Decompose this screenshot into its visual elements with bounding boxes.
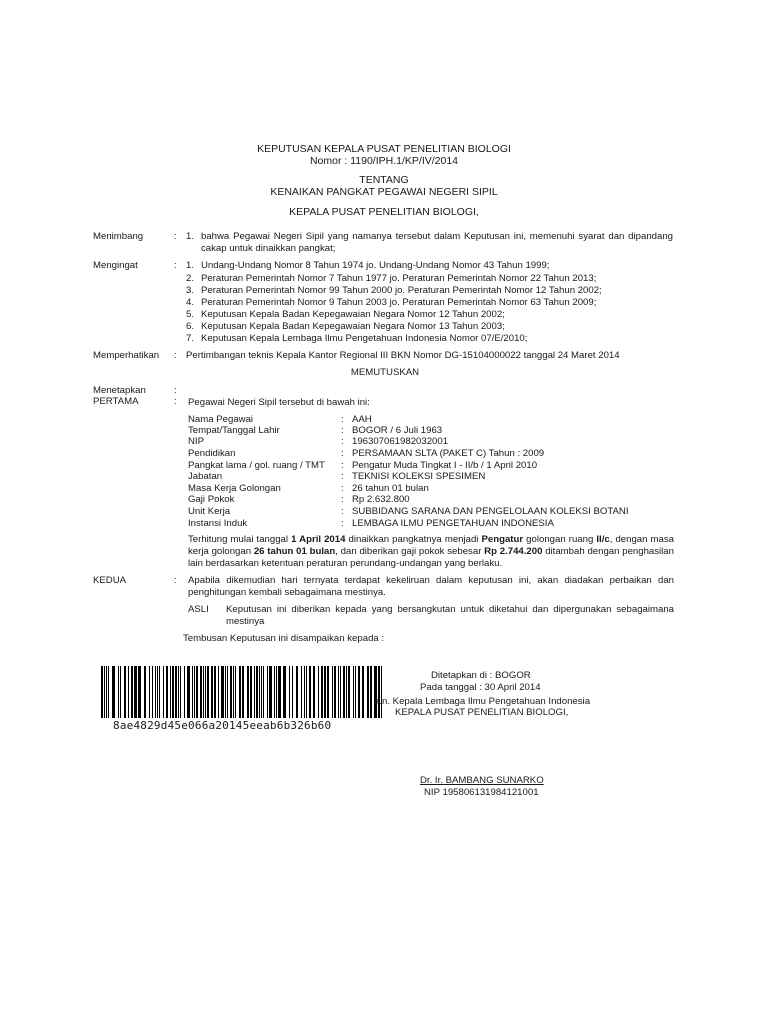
barcode-bar bbox=[327, 666, 329, 718]
barcode-bar bbox=[227, 666, 228, 718]
employee-field-colon: : bbox=[341, 448, 344, 459]
barcode-code: 8ae4829d45e066a20145eeab6b326b60 bbox=[113, 719, 332, 732]
barcode-bar bbox=[134, 666, 137, 718]
menimbang-colon: : bbox=[174, 231, 177, 242]
barcode-bar bbox=[138, 666, 141, 718]
barcode-bar bbox=[378, 666, 380, 718]
barcode-bar bbox=[263, 666, 264, 718]
mengingat-item-text: Peraturan Pemerintah Nomor 99 Tahun 2000 jo. Peraturan Pemerintah Nomor 12 Tahun 2002; bbox=[201, 285, 602, 296]
employee-field-value: Rp 2.632.800 bbox=[352, 494, 410, 505]
employee-field-colon: : bbox=[341, 414, 344, 425]
mengingat-item-text: Keputusan Kepala Lembaga Ilmu Pengetahuan Indonesia Nomor 07/E/2010; bbox=[201, 333, 528, 344]
barcode-bar bbox=[194, 666, 195, 718]
barcode-bar bbox=[106, 666, 107, 718]
barcode-bar bbox=[318, 666, 319, 718]
barcode-bar bbox=[131, 666, 133, 718]
decree-subject: KENAIKAN PANGKAT PEGAWAI NEGERI SIPIL bbox=[270, 186, 498, 198]
barcode-bar bbox=[313, 666, 315, 718]
barcode-bar bbox=[233, 666, 234, 718]
barcode-bar bbox=[358, 666, 360, 718]
decree-number: Nomor : 1190/IPH.1/KP/IV/2014 bbox=[309, 155, 459, 167]
pertama-label: PERTAMA bbox=[93, 396, 139, 407]
barcode-bar bbox=[370, 666, 372, 718]
memutuskan-heading: MEMUTUSKAN bbox=[350, 367, 420, 378]
promotion-text: ditambah dengan penghasilan lain berdasarkan ketentuan peraturan perundang-undangan yang berlaku. bbox=[188, 546, 674, 569]
employee-field-label: Gaji Pokok bbox=[188, 494, 235, 505]
barcode-bar bbox=[155, 666, 156, 718]
memperhatikan-colon: : bbox=[174, 350, 177, 361]
barcode-bar bbox=[269, 666, 272, 718]
employee-field-label: Jabatan bbox=[188, 471, 223, 482]
barcode-bar bbox=[149, 666, 150, 718]
barcode-bar bbox=[334, 666, 336, 718]
new-rank: Pengatur bbox=[481, 534, 524, 545]
employee-field-value: SUBBIDANG SARANA DAN PENGELOLAAN KOLEKSI BOTANI bbox=[352, 506, 629, 517]
barcode-bar bbox=[187, 666, 190, 718]
mengingat-item-text: Keputusan Kepala Badan Kepegawaian Negara Nomor 13 Tahun 2003; bbox=[201, 321, 505, 332]
barcode-bar bbox=[250, 666, 252, 718]
menetapkan-colon: : bbox=[174, 385, 177, 396]
on-behalf-of: a.n. Kepala Lembaga Ilmu Pengetahuan Indonesia bbox=[374, 696, 591, 707]
barcode-bar bbox=[348, 666, 350, 718]
issuing-authority: KEPALA PUSAT PENELITIAN BIOLOGI, bbox=[289, 206, 479, 218]
barcode-bar bbox=[159, 666, 160, 718]
employee-row bbox=[188, 436, 708, 448]
barcode-bar bbox=[214, 666, 216, 718]
employee-field-value: TEKNISI KOLEKSI SPESIMEN bbox=[352, 471, 486, 482]
barcode-bar bbox=[332, 666, 333, 718]
new-salary: Rp 2.744.200 bbox=[484, 546, 543, 557]
mengingat-item-number: 2. bbox=[186, 273, 195, 284]
asli-label: ASLI bbox=[188, 604, 209, 615]
barcode-bar bbox=[247, 666, 249, 718]
barcode-bar bbox=[203, 666, 204, 718]
barcode-bar bbox=[170, 666, 171, 718]
barcode-bar bbox=[353, 666, 354, 718]
barcode-bar bbox=[101, 666, 103, 718]
promotion-text: , dengan masa kerja golongan bbox=[188, 534, 674, 557]
barcode-bar bbox=[324, 666, 326, 718]
barcode-bar bbox=[301, 666, 302, 718]
barcode-bar bbox=[309, 666, 311, 718]
barcode-bar bbox=[157, 666, 158, 718]
menimbang-item-number: 1. bbox=[186, 231, 195, 242]
employee-field-colon: : bbox=[341, 506, 344, 517]
employee-field-value: BOGOR / 6 Juli 1963 bbox=[352, 425, 443, 436]
barcode-bar bbox=[261, 666, 262, 718]
employee-row bbox=[188, 506, 708, 518]
barcode-bar bbox=[355, 666, 356, 718]
employee-field-colon: : bbox=[341, 471, 344, 482]
signer-name: Dr. Ir. BAMBANG SUNARKO bbox=[420, 775, 544, 786]
memperhatikan-label: Memperhatikan bbox=[93, 350, 160, 361]
promotion-text: golongan ruang bbox=[523, 534, 597, 545]
service-period: 26 tahun 01 bulan bbox=[253, 546, 336, 557]
asli-text: Keputusan ini diberikan kepada yang bersangkutan untuk diketahui dan dipergunakan sebagaimana mestinya bbox=[226, 604, 674, 627]
decree-title: KEPUTUSAN KEPALA PUSAT PENELITIAN BIOLOGI bbox=[257, 143, 511, 155]
barcode-bar bbox=[225, 666, 226, 718]
barcode-bar bbox=[172, 666, 174, 718]
employee-field-value: 196307061982032001 bbox=[352, 436, 449, 447]
mengingat-item-number: 4. bbox=[186, 297, 195, 308]
kedua-text: Apabila dikemudian hari ternyata terdapat kekeliruan dalam keputusan ini, akan diadakan perbaikan dan penghitungan kembali sebagaimana mestinya. bbox=[188, 575, 674, 598]
barcode-bar bbox=[306, 666, 307, 718]
barcode-bar bbox=[112, 666, 115, 718]
employee-row bbox=[188, 471, 708, 483]
barcode-bar bbox=[381, 666, 382, 718]
barcode-bar bbox=[120, 666, 121, 718]
barcode-bar bbox=[184, 666, 185, 718]
barcode-bar bbox=[254, 666, 255, 718]
barcode-bar bbox=[200, 666, 202, 718]
employee-field-label: Nama Pegawai bbox=[188, 414, 254, 425]
barcode-bar bbox=[166, 666, 168, 718]
promotion-text: , dan diberikan gaji pokok sebesar bbox=[335, 546, 485, 557]
barcode-bars bbox=[99, 666, 385, 720]
barcode-bar bbox=[267, 666, 268, 718]
mengingat-item-number: 7. bbox=[186, 333, 195, 344]
kedua-label: KEDUA bbox=[93, 575, 127, 586]
employee-row bbox=[188, 494, 708, 506]
barcode-bar bbox=[340, 666, 341, 718]
barcode-bar bbox=[256, 666, 258, 718]
barcode-bar bbox=[367, 666, 369, 718]
mengingat-item-number: 6. bbox=[186, 321, 195, 332]
promotion-text: dinaikkan pangkatnya menjadi bbox=[345, 534, 482, 545]
barcode-bar bbox=[338, 666, 339, 718]
document-barcode bbox=[99, 666, 385, 732]
mengingat-item-number: 3. bbox=[186, 285, 195, 296]
pada-tanggal: Pada tanggal : 30 April 2014 bbox=[420, 682, 541, 693]
barcode-bar bbox=[152, 666, 153, 718]
barcode-bar bbox=[205, 666, 206, 718]
employee-field-label: Pendidikan bbox=[188, 448, 236, 459]
effective-date: 1 April 2014 bbox=[291, 534, 346, 545]
barcode-bar bbox=[207, 666, 209, 718]
barcode-bar bbox=[259, 666, 260, 718]
employee-field-label: Masa Kerja Golongan bbox=[188, 483, 281, 494]
barcode-bar bbox=[239, 666, 241, 718]
barcode-bar bbox=[362, 666, 364, 718]
barcode-bar bbox=[242, 666, 244, 718]
barcode-bar bbox=[289, 666, 290, 718]
mengingat-item-text: Undang-Undang Nomor 8 Tahun 1974 jo. Undang-Undang Nomor 43 Tahun 1999; bbox=[201, 260, 550, 271]
mengingat-item-text: Peraturan Pemerintah Nomor 7 Tahun 1977 jo. Peraturan Pemerintah Nomor 22 Tahun 2013; bbox=[201, 273, 597, 284]
employee-field-colon: : bbox=[341, 425, 344, 436]
barcode-bar bbox=[163, 666, 164, 718]
barcode-bar bbox=[175, 666, 177, 718]
employee-field-label: Tempat/Tanggal Lahir bbox=[188, 425, 280, 436]
employee-field-colon: : bbox=[341, 518, 344, 529]
promotion-text: Terhitung mulai tanggal bbox=[188, 534, 292, 545]
barcode-bar bbox=[218, 666, 219, 718]
tentang-label: TENTANG bbox=[359, 174, 409, 186]
signer-nip: NIP 195806131984121001 bbox=[424, 787, 539, 798]
barcode-bar bbox=[108, 666, 109, 718]
promotion-paragraph bbox=[188, 534, 674, 570]
barcode-bar bbox=[118, 666, 119, 718]
employee-field-value: LEMBAGA ILMU PENGETAHUAN INDONESIA bbox=[352, 518, 554, 529]
barcode-bar bbox=[230, 666, 232, 718]
employee-field-value: AAH bbox=[352, 414, 372, 425]
employee-field-label: Instansi Induk bbox=[188, 518, 248, 529]
barcode-bar bbox=[221, 666, 224, 718]
barcode-bar bbox=[296, 666, 298, 718]
barcode-bar bbox=[374, 666, 377, 718]
employee-field-colon: : bbox=[341, 483, 344, 494]
barcode-bar bbox=[304, 666, 305, 718]
barcode-bar bbox=[283, 666, 286, 718]
tembusan-text: Tembusan Keputusan ini disampaikan kepada : bbox=[183, 633, 385, 644]
barcode-bar bbox=[196, 666, 198, 718]
mengingat-item-number: 5. bbox=[186, 309, 195, 320]
barcode-bar bbox=[276, 666, 277, 718]
new-grade: II/c bbox=[596, 534, 610, 545]
menetapkan-label: Menetapkan bbox=[93, 385, 146, 396]
barcode-bar bbox=[180, 666, 181, 718]
signer-position: KEPALA PUSAT PENELITIAN BIOLOGI, bbox=[395, 707, 569, 718]
employee-field-label: NIP bbox=[188, 436, 204, 447]
barcode-bar bbox=[124, 666, 126, 718]
pertama-colon: : bbox=[174, 396, 177, 407]
menimbang-item-text: bahwa Pegawai Negeri Sipil yang namanya tersebut dalam Keputusan ini, memenuhi syarat dan dipandang cakap untuk dinaikkan pangkat; bbox=[201, 231, 673, 254]
kedua-colon: : bbox=[174, 575, 177, 586]
employee-field-label: Unit Kerja bbox=[188, 506, 231, 517]
barcode-bar bbox=[128, 666, 129, 718]
barcode-bar bbox=[211, 666, 213, 718]
employee-field-colon: : bbox=[341, 494, 344, 505]
barcode-bar bbox=[278, 666, 281, 718]
menimbang-label: Menimbang bbox=[93, 231, 144, 242]
barcode-bar bbox=[235, 666, 236, 718]
employee-row bbox=[188, 448, 708, 460]
barcode-bar bbox=[274, 666, 275, 718]
mengingat-item-number: 1. bbox=[186, 260, 195, 271]
barcode-bar bbox=[178, 666, 179, 718]
memperhatikan-text: Pertimbangan teknis Kepala Kantor Regional III BKN Nomor DG-15104000022 tanggal 24 Maret 2014 bbox=[186, 350, 620, 361]
barcode-bar bbox=[104, 666, 105, 718]
barcode-bar bbox=[192, 666, 193, 718]
pertama-text: Pegawai Negeri Sipil tersebut di bawah ini: bbox=[188, 397, 370, 408]
barcode-bar bbox=[321, 666, 323, 718]
barcode-bar bbox=[343, 666, 345, 718]
ditetapkan-di: Ditetapkan di : BOGOR bbox=[431, 670, 531, 681]
employee-field-value: 26 tahun 01 bulan bbox=[352, 483, 429, 494]
mengingat-label: Mengingat bbox=[93, 260, 138, 271]
barcode-bar bbox=[346, 666, 347, 718]
mengingat-item-text: Keputusan Kepala Badan Kepegawaian Negara Nomor 12 Tahun 2002; bbox=[201, 309, 505, 320]
mengingat-item-text: Peraturan Pemerintah Nomor 9 Tahun 2003 jo. Peraturan Pemerintah Nomor 63 Tahun 2009; bbox=[201, 297, 597, 308]
employee-field-label: Pangkat lama / gol. ruang / TMT bbox=[188, 460, 325, 471]
employee-field-value: Pengatur Muda Tingkat I - II/b / 1 April 2010 bbox=[352, 460, 538, 471]
employee-field-colon: : bbox=[341, 460, 344, 471]
barcode-bar bbox=[292, 666, 293, 718]
employee-row bbox=[188, 518, 708, 530]
barcode-bar bbox=[144, 666, 146, 718]
employee-field-value: PERSAMAAN SLTA (PAKET C) Tahun : 2009 bbox=[352, 448, 545, 459]
mengingat-colon: : bbox=[174, 260, 177, 271]
employee-field-colon: : bbox=[341, 436, 344, 447]
